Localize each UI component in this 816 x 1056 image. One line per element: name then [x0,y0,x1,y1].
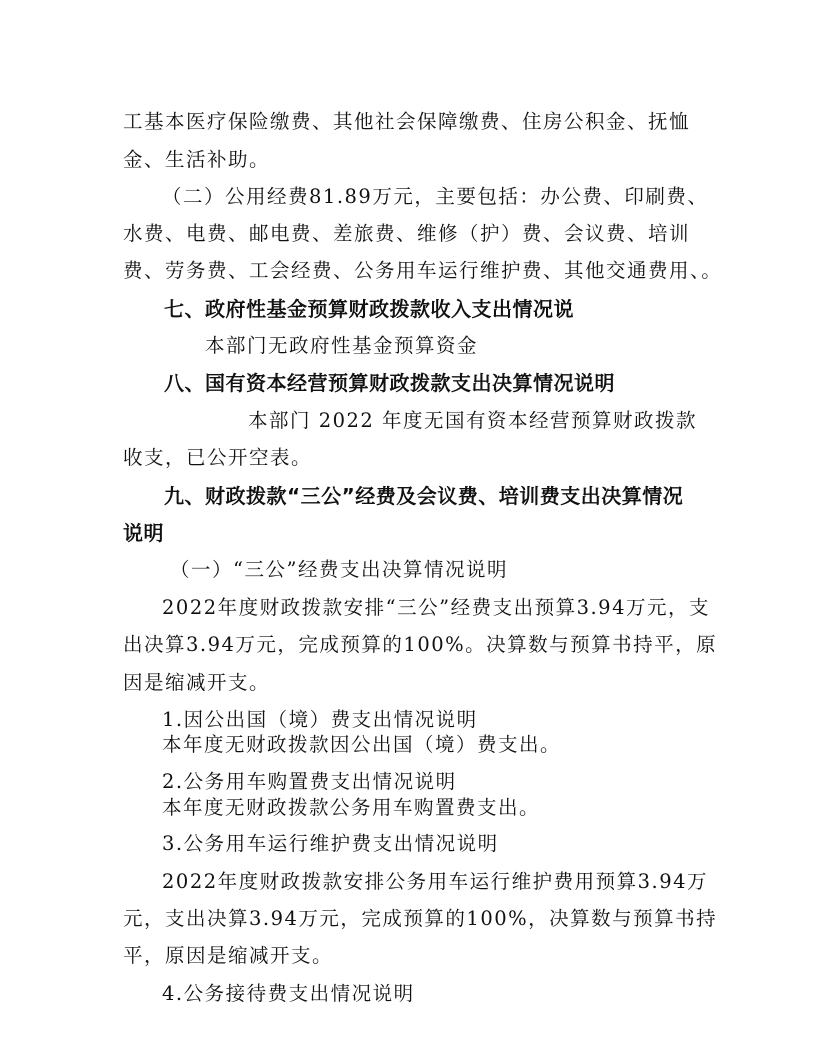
paragraph-line: 出决算3.94万元，完成预算的100%。决算数与预算书持平，原 [123,633,718,656]
paragraph-line: 平，原因是缩减开支。 [123,944,334,967]
section-heading-8: 八、国有资本经营预算财政拨款支出决算情况说明 [164,371,615,395]
paragraph-line: 本部门 2022 年度无国有资本经营预算财政拨款 [248,409,698,432]
paragraph-line: 费、劳务费、工会经费、公务用车运行维护费、其他交通费用、。 [123,259,723,282]
section-heading-9: 九、财政拨款“三公”经费及会议费、培训费支出决算情况 [164,484,684,508]
item-heading-2: 2.公务用车购置费支出情况说明 [162,770,457,793]
section-heading-7: 七、政府性基金预算财政拨款收入支出情况说 [164,297,574,321]
paragraph-line: 2022年度财政拨款安排公务用车运行维护费用预算3.94万 [162,870,709,893]
item-heading-4: 4.公务接待费支出情况说明 [162,982,415,1005]
section-heading-9-cont: 说明 [123,521,164,545]
paragraph-line: 水费、电费、邮电费、差旅费、维修（护）费、会议费、培训 [123,222,691,245]
paragraph-line: （二）公用经费81.89万元，主要包括：办公费、印刷费、 [162,185,709,208]
item-heading-1: 1.因公出国（境）费支出情况说明 [162,708,478,731]
item-heading-3: 3.公务用车运行维护费支出情况说明 [162,832,499,855]
paragraph-line: 金、生活补助。 [123,148,271,171]
paragraph-line: 工基本医疗保险缴费、其他社会保障缴费、住房公积金、抚恤 [123,110,691,133]
paragraph-line: 收支，已公开空表。 [123,446,313,469]
paragraph-line: 元，支出决算3.94万元，完成预算的100%，决算数与预算书持 [123,907,718,930]
subsection-heading: （一）“三公”经费支出决算情况说明 [170,558,508,581]
paragraph-line: 因是缩减开支。 [123,671,271,694]
paragraph-line: 本年度无财政拨款公务用车购置费支出。 [162,796,541,819]
paragraph-line: 2022年度财政拨款安排“三公”经费支出预算3.94万元，支 [162,596,710,619]
paragraph-line: 本部门无政府性基金预算资金 [205,334,479,357]
paragraph-line: 本年度无财政拨款因公出国（境）费支出。 [162,733,562,756]
